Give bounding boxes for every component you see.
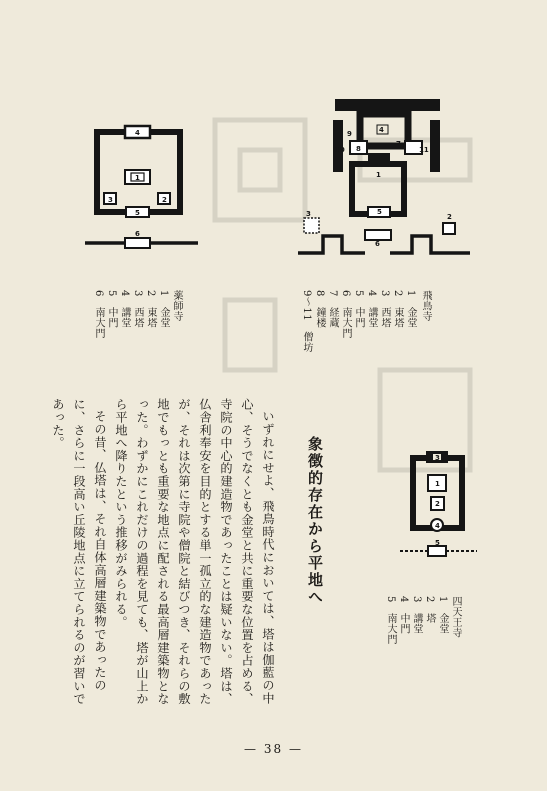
yakushiji-mark-6: 6 [135,230,140,238]
asuka-mark-7: 7 [396,140,401,148]
asuka-legend-item: 5 中門 [353,290,364,329]
shitennoji-mark-5: 5 [435,539,440,547]
body-paragraph: いずれにせよ、飛鳥時代においては、塔は伽藍の中心、そうでなくとも金堂と共に重要な位置を占める、寺院の中心的建造物であったことは疑いない。塔は、仏舎利奉安を目的とする単一孤立的な建造物であったが、それは次第に寺院や僧院と結びつき、それらの敷地でもっとも重要な地点に配される最高層建築物となった。わずかにこれだけの過程を見ても、塔が山上から平地へ降りたという推移がみられる。 [114,398,275,706]
shitennoji-legend [384,596,462,666]
yakushiji-legend-item: 2 東塔 [145,290,156,329]
asuka-mark-11: 11 [419,146,429,154]
asuka-legend-item: 8 鐘楼 [314,290,325,329]
shitennoji-mark-1: 1 [435,480,440,488]
yakushiji-legend-item: 3 西塔 [132,290,143,329]
shitennoji-legend-item: 5 南大門 [385,596,396,645]
yakushiji-mark-1: 1 [135,174,140,182]
yakushiji-mark-3: 3 [108,196,113,204]
yakushiji-legend-item: 5 中門 [106,290,117,329]
asuka-legend-item: 6 南大門 [340,290,351,339]
asuka-legend-title: 飛鳥寺 [420,290,431,322]
shitennoji-south-gate [428,546,446,556]
yakushiji-mark-5: 5 [135,209,140,217]
asuka-legend-item: 1 金堂 [405,290,416,329]
shitennoji-legend-item: 1 金堂 [437,596,448,635]
shitennoji-mark-2: 2 [435,500,440,508]
yakushiji-legend-item: 1 金堂 [158,290,169,329]
section-heading: 象徴的存在から平地へ [306,436,324,606]
yakushiji-legend-item: 4 講堂 [119,290,130,329]
yakushiji-legend-title: 薬師寺 [171,290,182,322]
asuka-legend-item: 9〜11 僧坊 [301,290,312,353]
asuka-legend-item: 4 講堂 [366,290,377,329]
body-paragraph: その昔、仏塔は、それ自体高層建築物であったのに、さらに一段高い丘陵地点に立てられるのが習いであった。 [51,398,107,706]
asuka-mark-2: 2 [447,213,452,221]
shitennoji-legend-item: 4 中門 [398,596,409,635]
asuka-mark-3: 3 [306,210,311,218]
page-number: — 38 — [244,742,303,756]
asuka-legend [300,290,432,360]
asuka-mark-10: 10 [335,146,345,154]
yakushiji-mark-2: 2 [162,196,167,204]
asuka-mark-6: 6 [375,240,380,248]
asuka-mark-4: 4 [379,126,384,134]
shitennoji-legend-item: 3 講堂 [411,596,422,635]
asuka-legend-item: 2 東塔 [392,290,403,329]
asuka-legend-item: 7 経蔵 [327,290,338,329]
asuka-mark-8: 8 [356,145,361,153]
body-text [30,398,278,716]
yakushiji-mark-4: 4 [135,129,140,137]
asuka-mark-9: 9 [347,130,352,138]
asuka-legend-item: 3 西塔 [379,290,390,329]
shitennoji-mark-3: 3 [435,454,440,462]
asuka-mark-1: 1 [376,171,381,179]
shitennoji-legend-title: 四天王寺 [450,596,461,638]
yakushiji-legend-item: 6 南大門 [93,290,104,339]
shitennoji-mark-4: 4 [435,522,440,530]
shitennoji-cloister [413,458,462,528]
shitennoji-legend-item: 2 塔 [424,596,435,624]
yakushiji-legend [92,290,183,360]
asuka-mark-5: 5 [377,208,382,216]
